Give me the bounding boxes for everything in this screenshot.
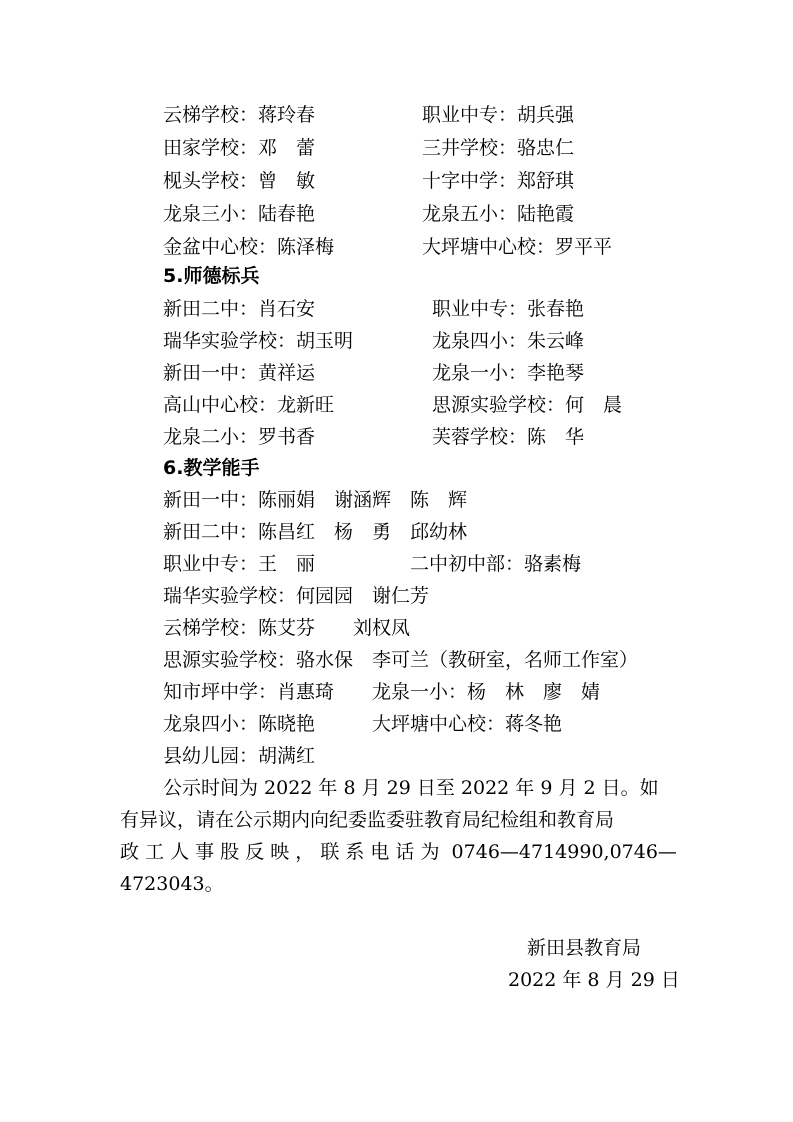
s5-row-4-left: 高山中心校：龙新旺: [163, 394, 335, 416]
s4-row-2-right: 三井学校：骆忠仁: [422, 137, 575, 159]
s4-row-2-left: 田家学校：邓 蕾: [163, 137, 316, 159]
s5-row-4-right: 思源实验学校：何 晨: [432, 394, 623, 416]
s6-line-6: 思源实验学校：骆水保 李可兰（教研室，名师工作室）: [163, 649, 639, 671]
s4-row-3-left: 枧头学校：曾 敏: [163, 170, 316, 192]
notice-line-4: 4723043。: [120, 873, 224, 895]
s5-row-3-right: 龙泉一小：李艳琴: [432, 362, 585, 384]
s5-row-1-left: 新田二中：肖石安: [163, 298, 316, 320]
notice-line-3: 政 工 人 事 股 反 映 ， 联 系 电 话 为 0746—4714990,0746—: [120, 841, 677, 863]
s4-row-5-left: 金盆中心校：陈泽梅: [163, 236, 335, 258]
s6-line-4: 瑞华实验学校：何园园 谢仁芳: [163, 585, 430, 607]
s4-row-5-right: 大坪塘中心校：罗平平: [422, 236, 613, 258]
s6-line-3: 职业中专：王 丽 二中初中部：骆素梅: [163, 553, 582, 575]
s6-line-2: 新田二中：陈昌红 杨 勇 邱幼林: [163, 521, 468, 543]
s6-line-9: 县幼儿园：胡满红: [163, 745, 316, 767]
section-6-heading: 6.教学能手: [163, 457, 260, 479]
s5-row-5-left: 龙泉二小：罗书香: [163, 426, 316, 448]
section-5-heading: 5.师德标兵: [163, 265, 260, 287]
s6-line-1: 新田一中：陈丽娟 谢涵辉 陈 辉: [163, 489, 468, 511]
s6-line-5: 云梯学校：陈艾芬 刘权凤: [163, 617, 411, 639]
s4-row-4-right: 龙泉五小：陆艳霞: [422, 203, 575, 225]
s5-row-2-right: 龙泉四小：朱云峰: [432, 330, 585, 352]
s5-row-5-right: 芙蓉学校：陈 华: [432, 426, 585, 448]
s5-row-3-left: 新田一中：黄祥运: [163, 362, 316, 384]
s4-row-1-left: 云梯学校：蒋玲春: [163, 104, 316, 126]
s6-line-8: 龙泉四小：陈晓艳 大坪塘中心校：蒋冬艳: [163, 713, 563, 735]
s4-row-3-right: 十字中学：郑舒琪: [422, 170, 575, 192]
notice-line-1: 公示时间为 2022 年 8 月 29 日至 2022 年 9 月 2 日。如: [163, 777, 659, 799]
s4-row-4-left: 龙泉三小：陆春艳: [163, 203, 316, 225]
s4-row-1-right: 职业中专：胡兵强: [422, 104, 575, 126]
notice-line-2: 有异议，请在公示期内向纪委监委驻教育局纪检组和教育局: [120, 809, 615, 831]
s5-row-2-left: 瑞华实验学校：胡玉明: [163, 330, 354, 352]
issue-date: 2022 年 8 月 29 日: [508, 969, 680, 991]
s6-line-7: 知市坪中学：肖惠琦 龙泉一小：杨 林 廖 婧: [163, 681, 601, 703]
issuer-org: 新田县教育局: [527, 937, 642, 959]
s5-row-1-right: 职业中专：张春艳: [432, 298, 585, 320]
